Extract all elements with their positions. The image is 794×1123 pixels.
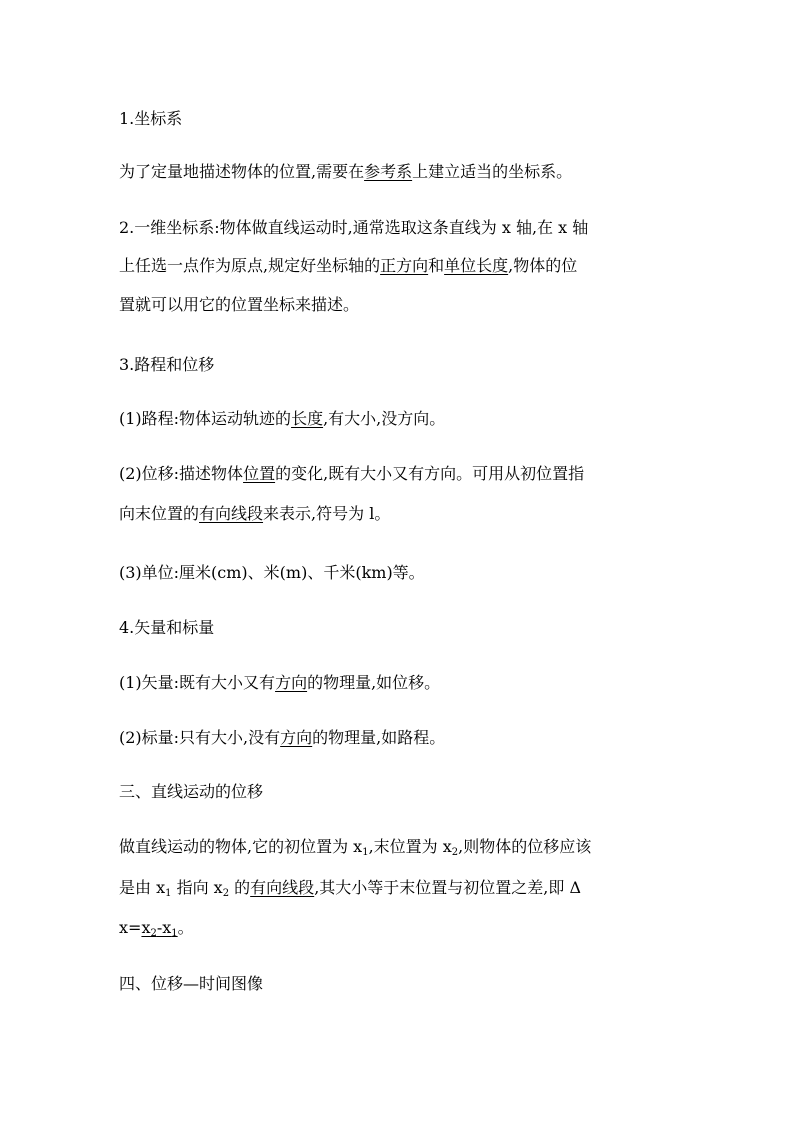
text-run: 和	[428, 256, 445, 275]
subscript: 1	[165, 888, 172, 899]
subscript: 1	[171, 928, 178, 939]
text-run: 是由 x	[119, 878, 166, 897]
text-run: 来表示,符号为 l。	[263, 504, 391, 523]
item-vector	[119, 673, 440, 693]
text-run: ,物体的位	[508, 256, 578, 275]
subscript: 1	[362, 847, 369, 858]
text-run: ,其大小等于末位置与初位置之差,即 Δ	[314, 878, 582, 897]
heading-vector-scalar	[119, 618, 214, 638]
text-run: (2)标量:只有大小,没有	[119, 728, 281, 747]
heading-distance-displacement	[119, 355, 214, 375]
text-run: 2.一维坐标系:物体做直线运动时,通常选取这条直线为 x 轴,在 x 轴	[119, 218, 589, 237]
text-run: -x	[156, 918, 172, 937]
item-units	[119, 563, 425, 583]
subscript: 2	[451, 847, 459, 858]
text-run: (1)路程:物体运动轨迹的	[119, 409, 292, 428]
text-run: 为了定量地描述物体的位置,需要在	[119, 162, 365, 181]
paragraph-coordinate-system	[119, 162, 572, 182]
paragraph-linear-displacement-line-3	[119, 918, 194, 938]
underlined-answer: 方向	[275, 673, 308, 692]
paragraph-1d-line-2	[119, 256, 577, 276]
item-scalar	[119, 728, 445, 748]
paragraph-1d-line-1	[119, 218, 588, 238]
text-run: (2)位移:描述物体	[119, 464, 244, 483]
text-run: 。	[177, 918, 194, 937]
underlined-answer	[141, 918, 177, 937]
text-run: x	[141, 918, 151, 937]
heading-section-three	[119, 782, 263, 802]
text-run: 的	[229, 878, 251, 897]
text-run: ,有大小,没方向。	[323, 409, 446, 428]
item-distance	[119, 409, 445, 429]
underlined-answer: 位置	[243, 464, 276, 483]
underlined-answer: 有向线段	[199, 504, 264, 523]
underlined-answer: 方向	[280, 728, 313, 747]
text-run: 做直线运动的物体,它的初位置为 x	[119, 837, 363, 856]
heading-text: 四、位移—时间图像	[119, 974, 264, 993]
underlined-answer: 单位长度	[444, 256, 509, 275]
heading-text: 4.矢量和标量	[119, 618, 215, 637]
heading-text: 1.坐标系	[119, 109, 183, 128]
subscript: 2	[222, 888, 230, 899]
heading-section-four	[119, 974, 263, 994]
text-run: (3)单位:厘米(cm)、米(m)、千米(km)等。	[119, 563, 425, 582]
heading-text: 三、直线运动的位移	[119, 782, 264, 801]
paragraph-1d-line-3	[119, 295, 359, 315]
text-run: ,末位置为 x	[368, 837, 452, 856]
paragraph-linear-displacement-line-2	[119, 878, 581, 898]
text-run: 的物理量,如位移。	[307, 673, 441, 692]
text-run: 的物理量,如路程。	[312, 728, 446, 747]
text-run: 上任选一点作为原点,规定好坐标轴的	[119, 256, 381, 275]
item-displacement-line-1	[119, 464, 584, 484]
underlined-answer: 长度	[291, 409, 324, 428]
underlined-answer: 参考系	[364, 162, 413, 181]
text-run: 向末位置的	[119, 504, 200, 523]
text-run: 置就可以用它的位置坐标来描述。	[119, 295, 360, 314]
text-run: 指向 x	[171, 878, 223, 897]
text-run: (1)矢量:既有大小又有	[119, 673, 276, 692]
heading-text: 3.路程和位移	[119, 355, 215, 374]
subscript: 2	[150, 928, 157, 939]
item-displacement-line-2	[119, 504, 390, 524]
underlined-answer: 正方向	[380, 256, 429, 275]
text-run: x=	[119, 918, 142, 937]
underlined-answer: 有向线段	[250, 878, 315, 897]
text-run: 的变化,既有大小又有方向。可用从初位置指	[275, 464, 585, 483]
text-run: ,则物体的位移应该	[458, 837, 592, 856]
paragraph-linear-displacement-line-1	[119, 837, 591, 857]
heading-coordinate-system	[119, 109, 182, 129]
text-run: 上建立适当的坐标系。	[412, 162, 573, 181]
